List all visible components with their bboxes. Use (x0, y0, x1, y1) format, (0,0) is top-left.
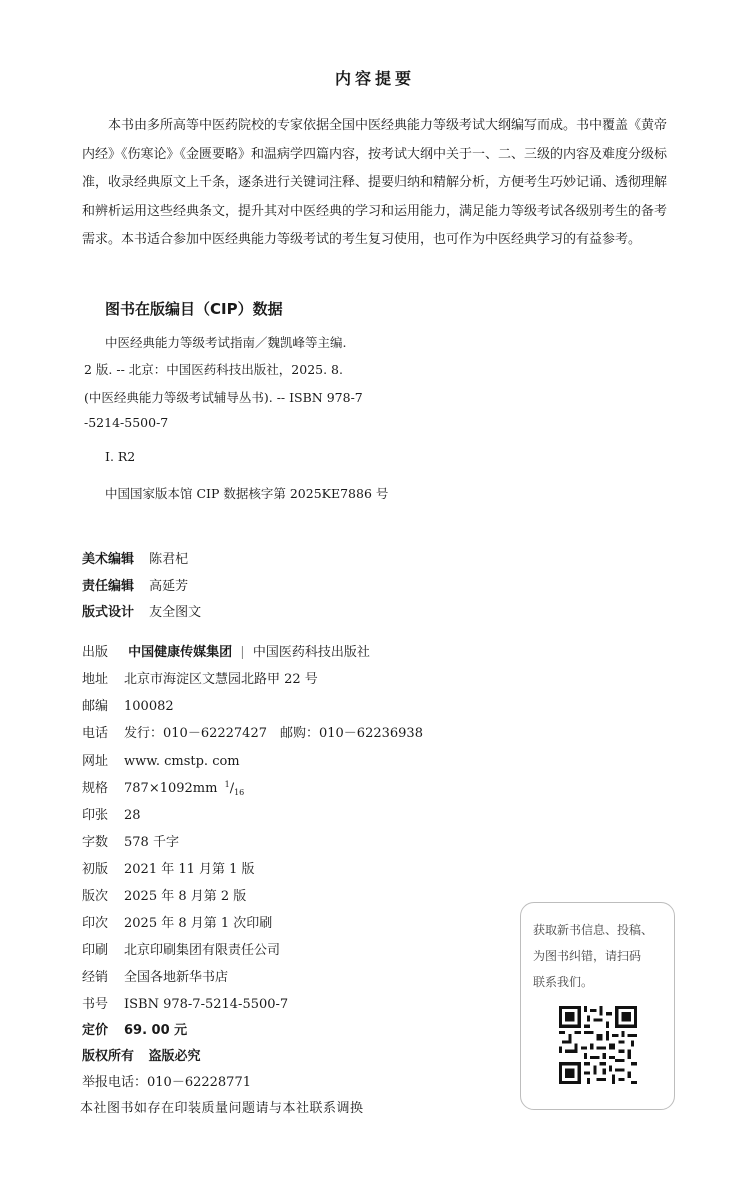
phone-row (82, 722, 423, 741)
cip-line: -5214-5500-7 (84, 415, 169, 430)
summary-line: 和辨析运用这些经典条文，提升其对中医经典的学习和运用能力，满足能力等级考试各级别考生的备考 (82, 203, 668, 219)
staff-row (82, 548, 188, 567)
row-value: 全国各地新华书店 (124, 970, 229, 985)
staff-row (82, 601, 201, 620)
price-value: 69. 00 元 (124, 1023, 188, 1038)
sheets-row (82, 804, 141, 823)
row-key: 印刷 (82, 943, 109, 958)
word-count-row (82, 831, 179, 850)
row-key: 电话 (82, 726, 109, 741)
spec-row: 规格 787×1092mm $^1/_{16}$ (82, 777, 244, 797)
row-key: 经销 (82, 970, 109, 985)
publisher-separator: | (240, 645, 245, 660)
qr-card (520, 902, 675, 1110)
row-key: 定价 (82, 1023, 109, 1038)
postcode-row (82, 695, 174, 714)
row-key: 字数 (82, 835, 109, 850)
staff-key: 责任编辑 (82, 579, 135, 594)
report-phone: 举报电话：010－62228771 (82, 1075, 251, 1090)
row-value: 28 (124, 808, 141, 823)
publisher-row (82, 641, 370, 660)
cip-heading: 图书在版编目（CIP）数据 (105, 300, 283, 318)
row-key: 地址 (82, 672, 109, 687)
row-key: 初版 (82, 862, 109, 877)
row-value: 100082 (124, 699, 174, 714)
row-value: 发行：010－62227427 邮购：010－62236938 (124, 726, 423, 741)
summary-line: 本书由多所高等中医药院校的专家依据全国中医经典能力等级考试大纲编写而成。书中覆盖《黄帝 (108, 118, 668, 133)
address-row (82, 668, 318, 687)
cip-line: 中医经典能力等级考试指南／魏凯峰等主编. (105, 335, 347, 350)
row-key: 印张 (82, 808, 109, 823)
staff-value: 友全图文 (149, 605, 202, 620)
spec-fraction-numerator: 1 (224, 780, 230, 789)
isbn-row (82, 993, 288, 1012)
row-key: 版次 (82, 889, 109, 904)
distributor-row (82, 966, 228, 985)
row-key: 邮编 (82, 699, 109, 714)
qr-caption (533, 917, 653, 995)
row-key: 印次 (82, 916, 109, 931)
staff-value: 高延芳 (149, 579, 189, 594)
rights-value: 盗版必究 (148, 1049, 201, 1064)
row-value: 北京印刷集团有限责任公司 (124, 943, 281, 958)
cip-line: Ⅰ. R2 (105, 449, 136, 464)
website-row (82, 750, 240, 769)
row-key: 规格 (82, 781, 109, 796)
row-value: 578 千字 (124, 835, 179, 850)
cip-line: (中医经典能力等级考试辅导丛书). -- ISBN 978-7 (84, 390, 363, 405)
rights-key: 版权所有 (82, 1049, 135, 1064)
qr-caption-line: 联系我们。 (533, 975, 594, 989)
summary-line: 需求。本书适合参加中医经典能力等级考试的考生复习使用，也可作为中医经典学习的有益参考。 (82, 232, 642, 247)
summary-paragraph (82, 112, 682, 255)
row-value: 2021 年 11 月第 1 版 (124, 862, 255, 877)
qr-code-icon[interactable] (559, 1006, 637, 1084)
summary-line: 准，收录经典原文上千条，逐条进行关键词注释、提要归纳和精解分析，方便考生巧妙记诵、透彻理解 (82, 175, 668, 190)
row-value: ISBN 978-7-5214-5500-7 (124, 997, 289, 1012)
staff-key: 美术编辑 (82, 552, 135, 567)
cip-number: 中国国家版本馆 CIP 数据核字第 2025KE7886 号 (105, 486, 389, 501)
row-key: 书号 (82, 997, 109, 1012)
page-title: 内容提要 (334, 69, 415, 88)
spec-fraction-denominator: 16 (234, 788, 245, 797)
qr-caption-line: 获取新书信息、投稿、 (533, 923, 654, 937)
printer-row (82, 939, 280, 958)
staff-row (82, 575, 188, 594)
qr-caption-line: 为图书纠错，请扫码 (533, 949, 642, 963)
row-key: 出版 (82, 645, 109, 660)
row-key: 网址 (82, 754, 109, 769)
printing-row (82, 912, 272, 931)
first-edition-row (82, 858, 255, 877)
cip-line: 2 版. -- 北京：中国医药科技出版社，2025. 8. (84, 362, 343, 377)
staff-key: 版式设计 (82, 605, 135, 620)
rights-row (82, 1045, 201, 1064)
row-value: 2025 年 8 月第 2 版 (124, 889, 247, 904)
row-value: 787×1092mm (124, 781, 218, 796)
edition-row (82, 885, 246, 904)
staff-value: 陈君杞 (149, 552, 189, 567)
footer-notice: 本社图书如存在印装质量问题请与本社联系调换 (80, 1101, 364, 1116)
price-row (82, 1019, 187, 1038)
row-value: 2025 年 8 月第 1 次印刷 (124, 916, 273, 931)
row-value: 北京市海淀区文慧园北路甲 22 号 (124, 672, 318, 687)
website-link[interactable]: www. cmstp. com (124, 754, 240, 769)
publisher-name: 中国医药科技出版社 (252, 645, 370, 660)
publisher-group: 中国健康传媒集团 (128, 645, 233, 660)
summary-line: 内经》《伤寒论》《金匮要略》和温病学四篇内容，按考试大纲中关于一、二、三级的内容及难度分级标 (82, 146, 668, 162)
